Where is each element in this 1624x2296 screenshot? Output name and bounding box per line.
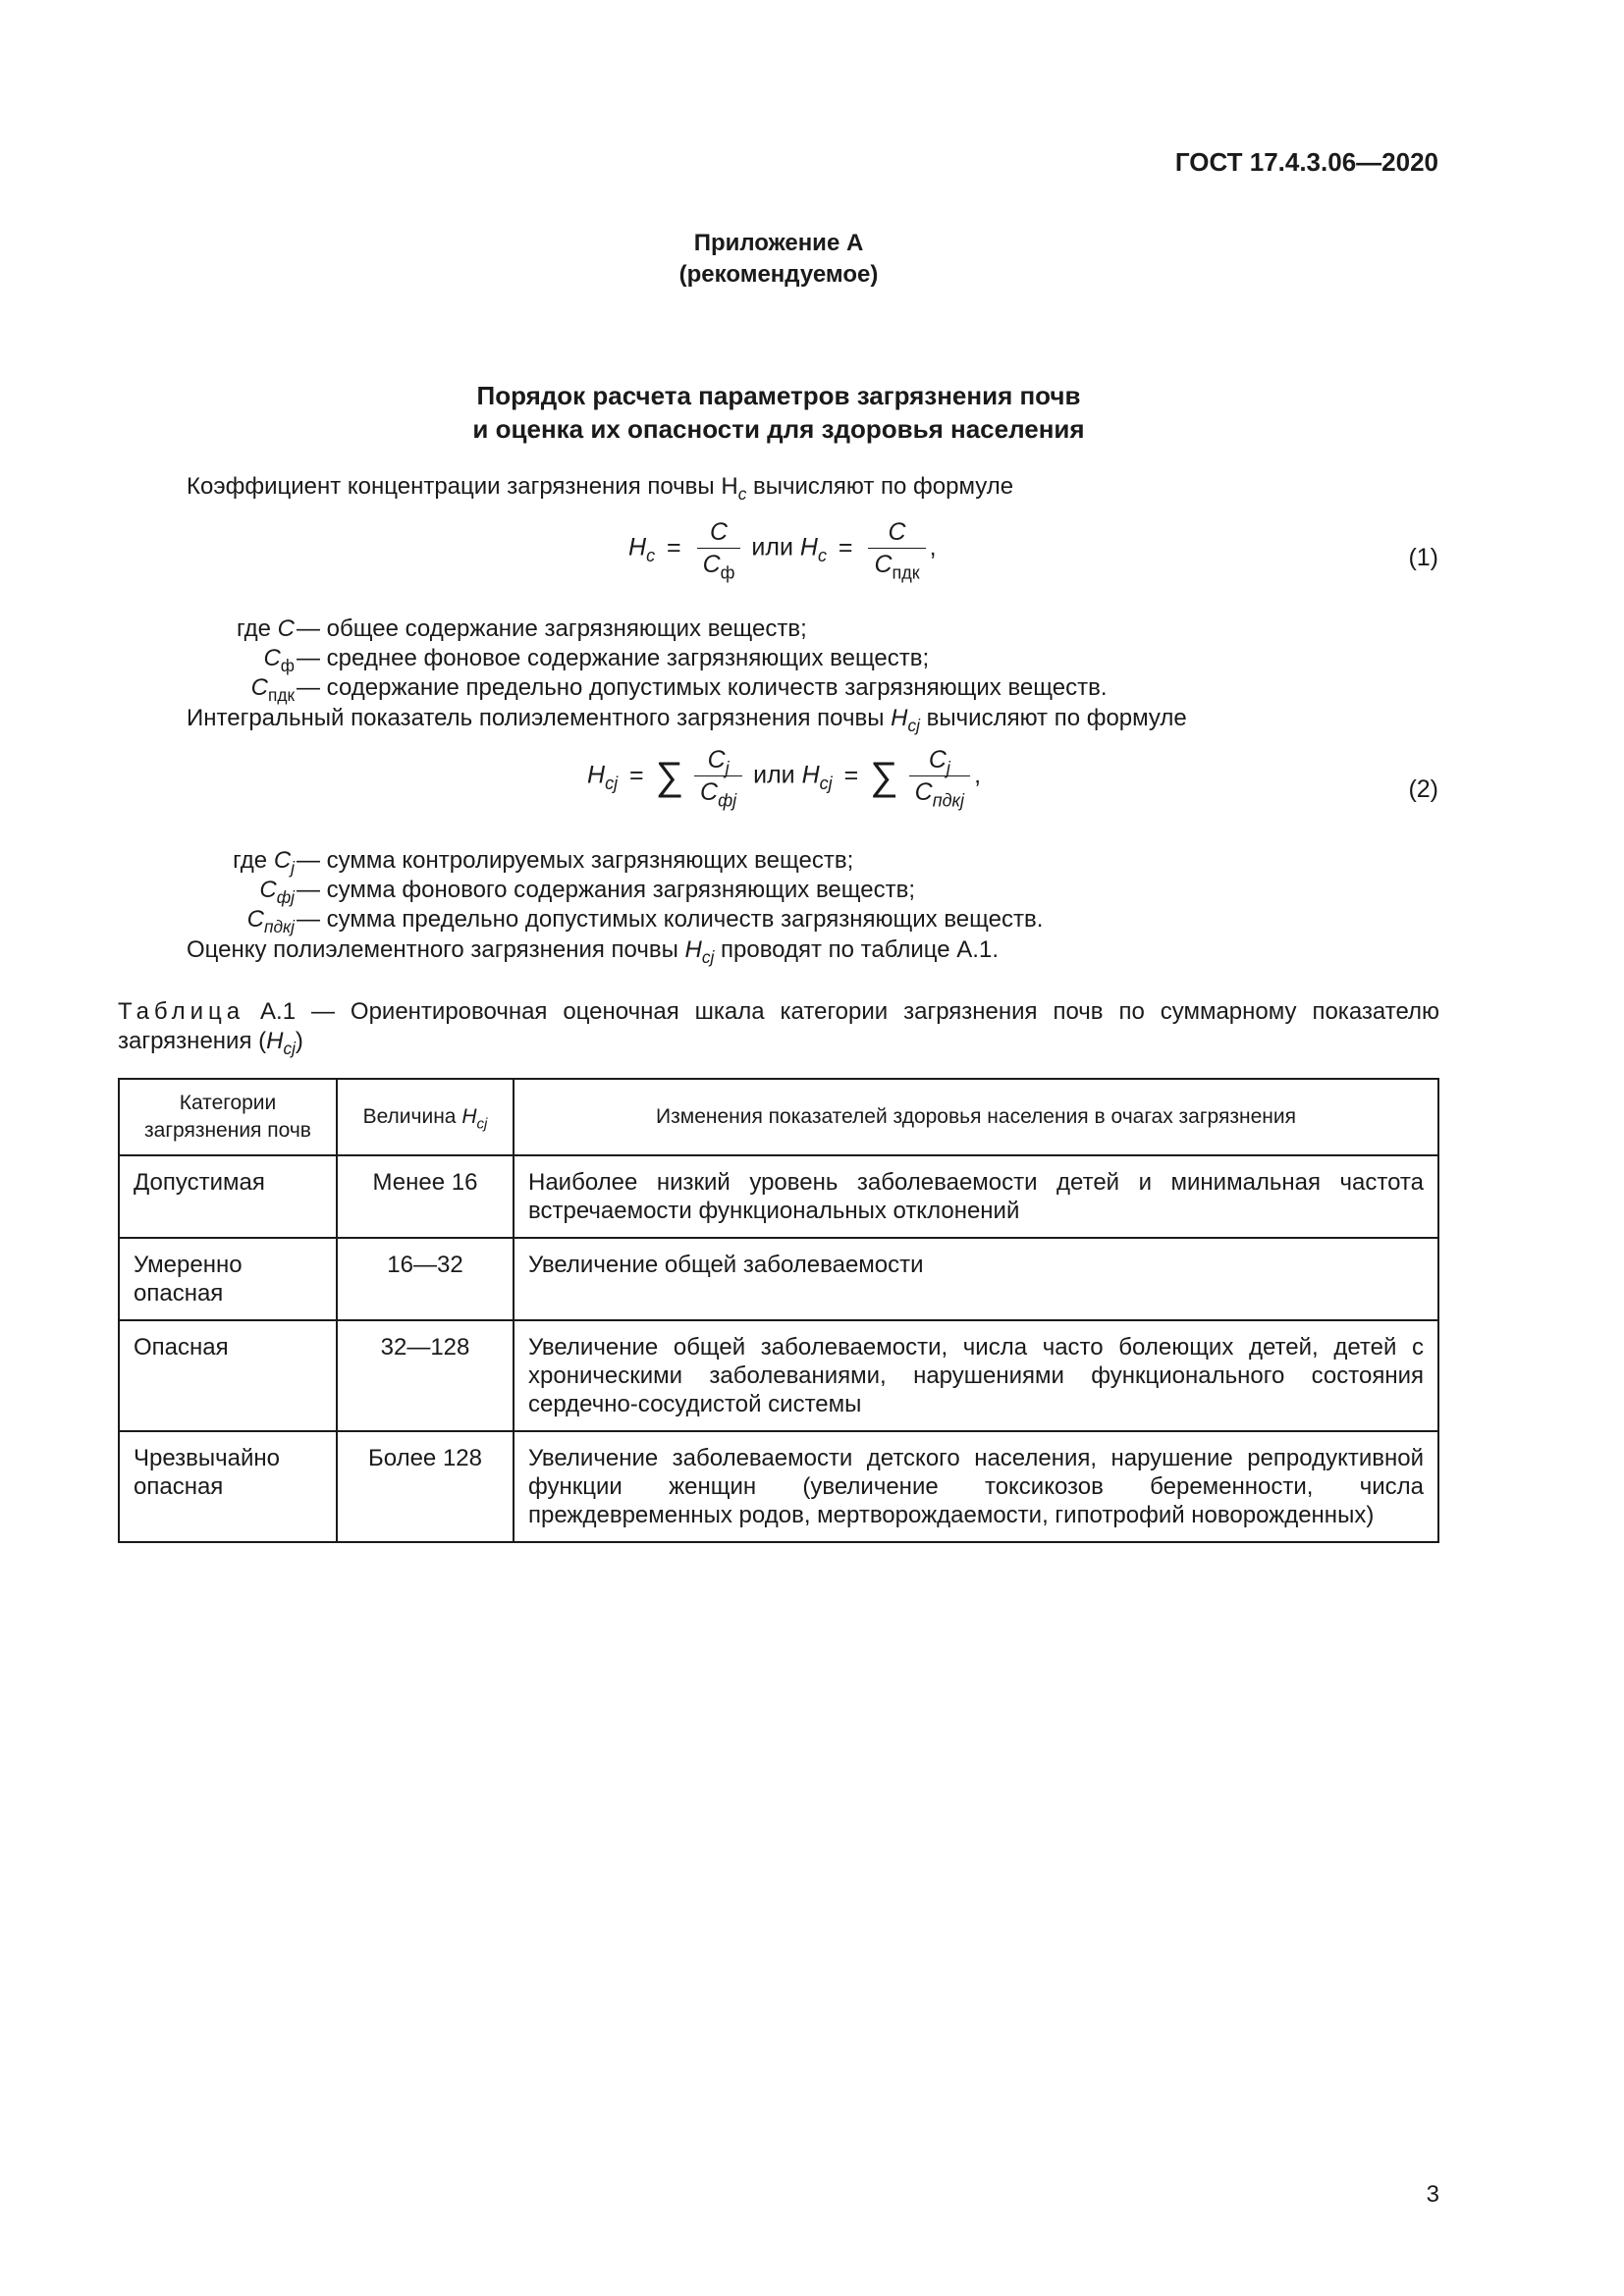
formula-2 [587, 746, 982, 811]
definitions-1 [118, 614, 1439, 706]
f2-end: , [974, 761, 982, 789]
table-caption-text2: загрязнения ( [118, 1028, 267, 1054]
f1-or: или [751, 533, 793, 561]
def1-text-2: — содержание предельно допустимых количеств загрязняющих веществ. [297, 674, 1108, 701]
def2-row-2 [118, 905, 1439, 937]
f2-num2-sub: j [946, 758, 950, 778]
def2-sub-0: j [291, 858, 295, 879]
f1-fraction-1 [697, 518, 741, 583]
intro1-text: Коэффициент концентрации загрязнения почвы Н [187, 473, 738, 500]
f1-num2: C [888, 518, 906, 546]
f1-den-sub: ф [720, 562, 735, 583]
f2-den2: C [914, 778, 933, 806]
header-value [337, 1079, 514, 1155]
f2-sum-1: ∑ [655, 755, 684, 798]
def1-row-2 [118, 673, 1439, 706]
def2-text-0: — сумма контролируемых загрязняющих веществ; [297, 847, 854, 874]
section-title-line2: и оценка их опасности для здоровья населения [472, 414, 1085, 444]
definitions-2 [118, 846, 1439, 937]
table-header-row [119, 1079, 1438, 1155]
f2-fraction-1 [694, 746, 742, 811]
appendix-title: Приложение А [693, 230, 864, 256]
def2-sym-2: C [246, 906, 264, 933]
intro2-sub: cj [907, 716, 920, 736]
f1-den2-sub: пдк [892, 562, 920, 583]
def1-sub-1: ф [280, 656, 295, 676]
f1-end: , [929, 533, 937, 561]
appendix-heading [118, 228, 1439, 291]
def1-sub-2: пдк [268, 685, 295, 706]
def2-prefix: где [233, 847, 274, 874]
cell-value: 16—32 [337, 1238, 514, 1320]
table-row [119, 1238, 1438, 1320]
table-caption-text: А.1 — Ориентировочная оценочная шкала категории загрязнения почв по суммарному показателю [244, 998, 1439, 1025]
def1-text-0: — общее содержание загрязняющих веществ; [297, 615, 807, 642]
f2-den: C [700, 778, 719, 806]
f2-lhs-sub-2: cj [819, 773, 833, 793]
cell-value: 32—128 [337, 1320, 514, 1431]
f1-lhs-sub: c [646, 545, 656, 565]
intro1-tail: вычисляют по формуле [746, 473, 1014, 500]
table-caption-sub: cj [283, 1039, 296, 1059]
f2-sum-2: ∑ [870, 755, 898, 798]
def1-row-0 [118, 614, 1439, 644]
intro2-text: Интегральный показатель полиэлементного загрязнения почвы [187, 705, 892, 731]
table-caption-line1 [118, 997, 1439, 1027]
f1-lhs-2: H [799, 533, 818, 561]
intro3-text: Оценку полиэлементного загрязнения почвы [187, 936, 685, 963]
intro-paragraph-1 [187, 473, 1014, 505]
header-value-sub: cj [476, 1115, 488, 1133]
f1-eq: = [667, 533, 681, 561]
appendix-status: (рекомендуемое) [678, 261, 879, 288]
intro-paragraph-3 [187, 936, 999, 968]
table-row [119, 1320, 1438, 1431]
intro3-tail: проводят по таблице А.1. [714, 936, 999, 963]
standard-number: ГОСТ 17.4.3.06—2020 [1174, 147, 1438, 177]
f2-or: или [753, 761, 795, 789]
cell-value: Менее 16 [337, 1155, 514, 1238]
cell-category: Умеренно опасная [119, 1238, 337, 1320]
header-category: Категории загрязнения почв [119, 1079, 337, 1155]
table-caption-line2 [118, 1027, 1439, 1059]
intro3-sub: cj [701, 947, 715, 968]
cell-category: Чрезвычайно опасная [119, 1431, 337, 1542]
cell-effect: Увеличение общей заболеваемости [514, 1238, 1438, 1320]
def2-sym-0: C [273, 847, 292, 874]
f2-eq-2: = [843, 761, 859, 789]
cell-category: Допустимая [119, 1155, 337, 1238]
intro3-sym: H [684, 936, 702, 963]
header-effect: Изменения показателей здоровья населения в очагах загрязнения [514, 1079, 1438, 1155]
f1-lhs-sub-2: c [817, 545, 827, 565]
def1-text-1: — среднее фоновое содержание загрязняющих веществ; [297, 645, 930, 671]
section-title-line1: Порядок расчета параметров загрязнения почв [476, 381, 1081, 410]
intro2-sym: H [891, 705, 908, 731]
cell-effect: Увеличение общей заболеваемости, числа часто болеющих детей, детей с хроническими заболеваниями, нарушениями функционального состояния сердечно-сосудистой системы [514, 1320, 1438, 1431]
formula-1-number: (1) [1408, 544, 1438, 571]
intro-paragraph-2 [187, 705, 1187, 736]
cell-value: Более 128 [337, 1431, 514, 1542]
f2-num2: C [928, 746, 947, 774]
f2-lhs-sub: cj [605, 773, 619, 793]
contamination-scale-table [118, 1078, 1439, 1543]
f2-num: C [707, 746, 726, 774]
def1-sym-0: C [277, 615, 295, 642]
table-caption-close: ) [295, 1028, 303, 1054]
def2-text-1: — сумма фонового содержания загрязняющих веществ; [297, 877, 916, 903]
f2-den2-sub: пдкj [932, 790, 965, 811]
f1-num: C [709, 518, 729, 546]
def2-sym-1: C [259, 877, 277, 903]
f1-lhs: H [628, 533, 647, 561]
page-number: 3 [1426, 2181, 1439, 2208]
def2-sub-2: пдкj [263, 917, 295, 937]
f2-eq: = [629, 761, 644, 789]
table-caption-sym: H [266, 1028, 284, 1054]
table-caption-label: Таблица [118, 998, 245, 1025]
def1-prefix: где [236, 615, 278, 642]
def1-row-1 [118, 644, 1439, 676]
def2-row-0 [118, 846, 1439, 879]
section-heading [118, 379, 1439, 446]
formula-1 [628, 518, 937, 583]
f1-den2: C [874, 551, 893, 578]
intro1-sub: c [737, 484, 747, 505]
def2-row-1 [118, 876, 1439, 908]
f2-lhs: H [587, 761, 606, 789]
f1-fraction-2 [868, 518, 925, 583]
def1-sym-1: C [263, 645, 281, 671]
table-row [119, 1431, 1438, 1542]
table-row [119, 1155, 1438, 1238]
header-value-sym: H [461, 1105, 477, 1128]
f2-den-sub: фj [718, 790, 737, 811]
intro2-tail: вычисляют по формуле [919, 705, 1187, 731]
def1-sym-2: C [250, 674, 269, 701]
formula-2-number: (2) [1408, 775, 1438, 803]
def2-text-2: — сумма предельно допустимых количеств загрязняющих веществ. [297, 906, 1044, 933]
cell-category: Опасная [119, 1320, 337, 1431]
cell-effect: Увеличение заболеваемости детского населения, нарушение репродуктивной функции женщин (увеличение токсикозов беременности, числа преждевременных родов, мертворождаемости, гипотрофий новорожденных) [514, 1431, 1438, 1542]
header-value-text: Величина [362, 1105, 462, 1128]
f2-fraction-2 [909, 746, 970, 811]
f2-num-sub: j [725, 758, 730, 778]
table-caption [118, 997, 1439, 1059]
f1-eq-2: = [838, 533, 853, 561]
def2-sub-1: фj [276, 887, 295, 908]
cell-effect: Наиболее низкий уровень заболеваемости детей и минимальная частота встречаемости функциональных отклонений [514, 1155, 1438, 1238]
f2-lhs-2: H [801, 761, 820, 789]
f1-den: C [702, 551, 721, 578]
